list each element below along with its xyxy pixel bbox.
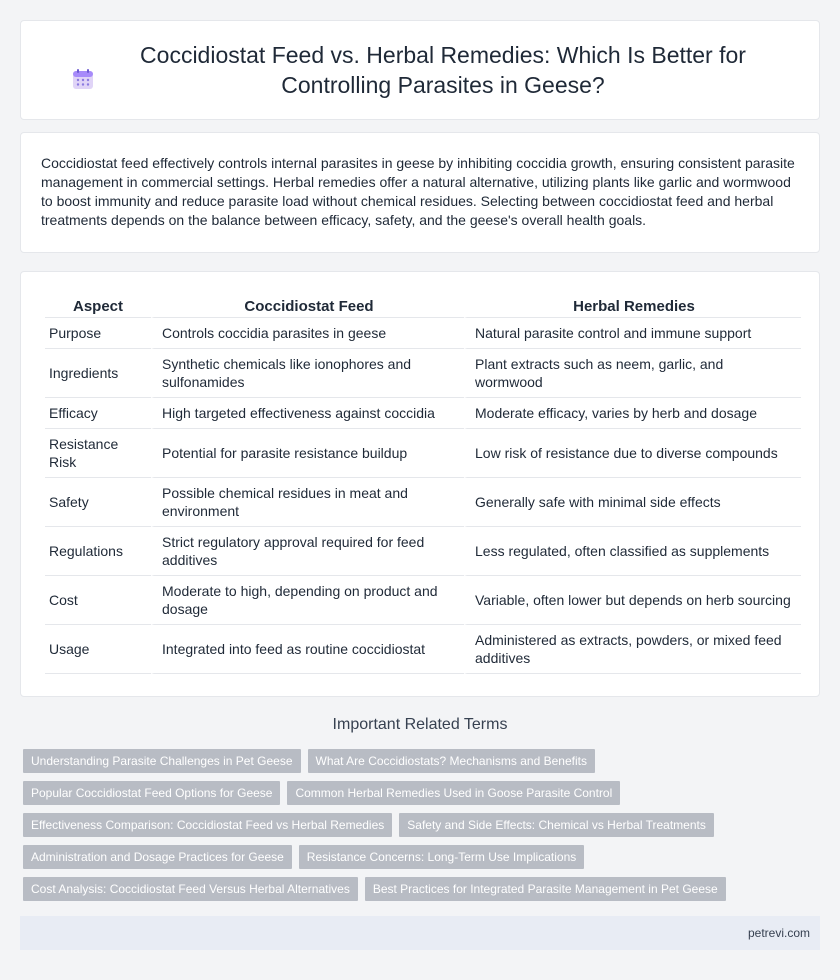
table-row	[45, 478, 801, 527]
cell-aspect: Purpose	[45, 318, 151, 349]
cell-coccidiostat: Strict regulatory approval required for feed additives	[151, 527, 464, 576]
related-term-tag[interactable]: Resistance Concerns: Long-Term Use Implications	[299, 845, 584, 869]
tag-row	[23, 813, 823, 837]
header-aspect: Aspect	[45, 295, 151, 318]
related-term-tag[interactable]: Safety and Side Effects: Chemical vs Herbal Treatments	[399, 813, 714, 837]
comparison-table-card	[20, 271, 820, 697]
related-term-tag[interactable]: Common Herbal Remedies Used in Goose Parasite Control	[287, 781, 620, 805]
intro-card	[20, 132, 820, 253]
table-row	[45, 576, 801, 625]
comparison-table	[45, 295, 801, 674]
related-term-tag[interactable]: What Are Coccidiostats? Mechanisms and Benefits	[308, 749, 595, 773]
table-row	[45, 349, 801, 398]
title-card	[20, 20, 820, 120]
cell-coccidiostat: Controls coccidia parasites in geese	[151, 318, 464, 349]
related-term-tag[interactable]: Understanding Parasite Challenges in Pet Geese	[23, 749, 301, 773]
table-row	[45, 625, 801, 674]
table-row	[45, 398, 801, 429]
cell-coccidiostat: Moderate to high, depending on product and dosage	[151, 576, 464, 625]
cell-herbal: Variable, often lower but depends on herb sourcing	[464, 576, 801, 625]
cell-aspect: Ingredients	[45, 349, 151, 398]
tag-row	[23, 781, 823, 805]
related-term-tag[interactable]: Cost Analysis: Coccidiostat Feed Versus Herbal Alternatives	[23, 877, 358, 901]
cell-herbal: Moderate efficacy, varies by herb and dosage	[464, 398, 801, 429]
cell-coccidiostat: High targeted effectiveness against coccidia	[151, 398, 464, 429]
related-terms-list	[23, 749, 823, 909]
cell-aspect: Usage	[45, 625, 151, 674]
related-terms-heading: Important Related Terms	[332, 716, 508, 733]
title-wrap	[72, 40, 768, 100]
cell-herbal: Administered as extracts, powders, or mixed feed additives	[464, 625, 801, 674]
calendar-icon	[72, 68, 94, 90]
related-term-tag[interactable]: Best Practices for Integrated Parasite Management in Pet Geese	[365, 877, 726, 901]
cell-aspect: Cost	[45, 576, 151, 625]
cell-coccidiostat: Synthetic chemicals like ionophores and sulfonamides	[151, 349, 464, 398]
related-term-tag[interactable]: Effectiveness Comparison: Coccidiostat Feed vs Herbal Remedies	[23, 813, 392, 837]
related-term-tag[interactable]: Popular Coccidiostat Feed Options for Geese	[23, 781, 280, 805]
table-header-row	[45, 295, 801, 318]
tag-row	[23, 749, 823, 773]
cell-aspect: Safety	[45, 478, 151, 527]
cell-aspect: Efficacy	[45, 398, 151, 429]
tag-row	[23, 845, 823, 869]
cell-coccidiostat: Integrated into feed as routine coccidiostat	[151, 625, 464, 674]
cell-herbal: Natural parasite control and immune support	[464, 318, 801, 349]
cell-aspect: Resistance Risk	[45, 429, 151, 478]
related-term-tag[interactable]: Administration and Dosage Practices for Geese	[23, 845, 292, 869]
cell-herbal: Low risk of resistance due to diverse compounds	[464, 429, 801, 478]
table-row	[45, 318, 801, 349]
header-herbal-remedies: Herbal Remedies	[464, 295, 801, 318]
cell-herbal: Plant extracts such as neem, garlic, and wormwood	[464, 349, 801, 398]
tag-row	[23, 877, 823, 901]
footer	[20, 916, 820, 950]
cell-aspect: Regulations	[45, 527, 151, 576]
cell-coccidiostat: Possible chemical residues in meat and environment	[151, 478, 464, 527]
table-row	[45, 429, 801, 478]
intro-paragraph: Coccidiostat feed effectively controls internal parasites in geese by inhibiting coccidia growth, ensuring consistent parasite management in commercial settings. Herbal remedies offer a natural alternative, utilizing plants like garlic and wormwood to boost immunity and reduce parasite load without chemical residues. Selecting between coccidiostat feed and herbal treatments depends on the balance between efficacy, safety, and the geese's overall health goals.	[41, 155, 795, 228]
page-title: Coccidiostat Feed vs. Herbal Remedies: Which Is Better for Controlling Parasites in Geese?	[140, 42, 746, 98]
cell-coccidiostat: Potential for parasite resistance buildup	[151, 429, 464, 478]
cell-herbal: Less regulated, often classified as supplements	[464, 527, 801, 576]
cell-herbal: Generally safe with minimal side effects	[464, 478, 801, 527]
footer-site-link[interactable]: petrevi.com	[747, 926, 810, 940]
table-row	[45, 527, 801, 576]
header-coccidiostat-feed: Coccidiostat Feed	[151, 295, 464, 318]
